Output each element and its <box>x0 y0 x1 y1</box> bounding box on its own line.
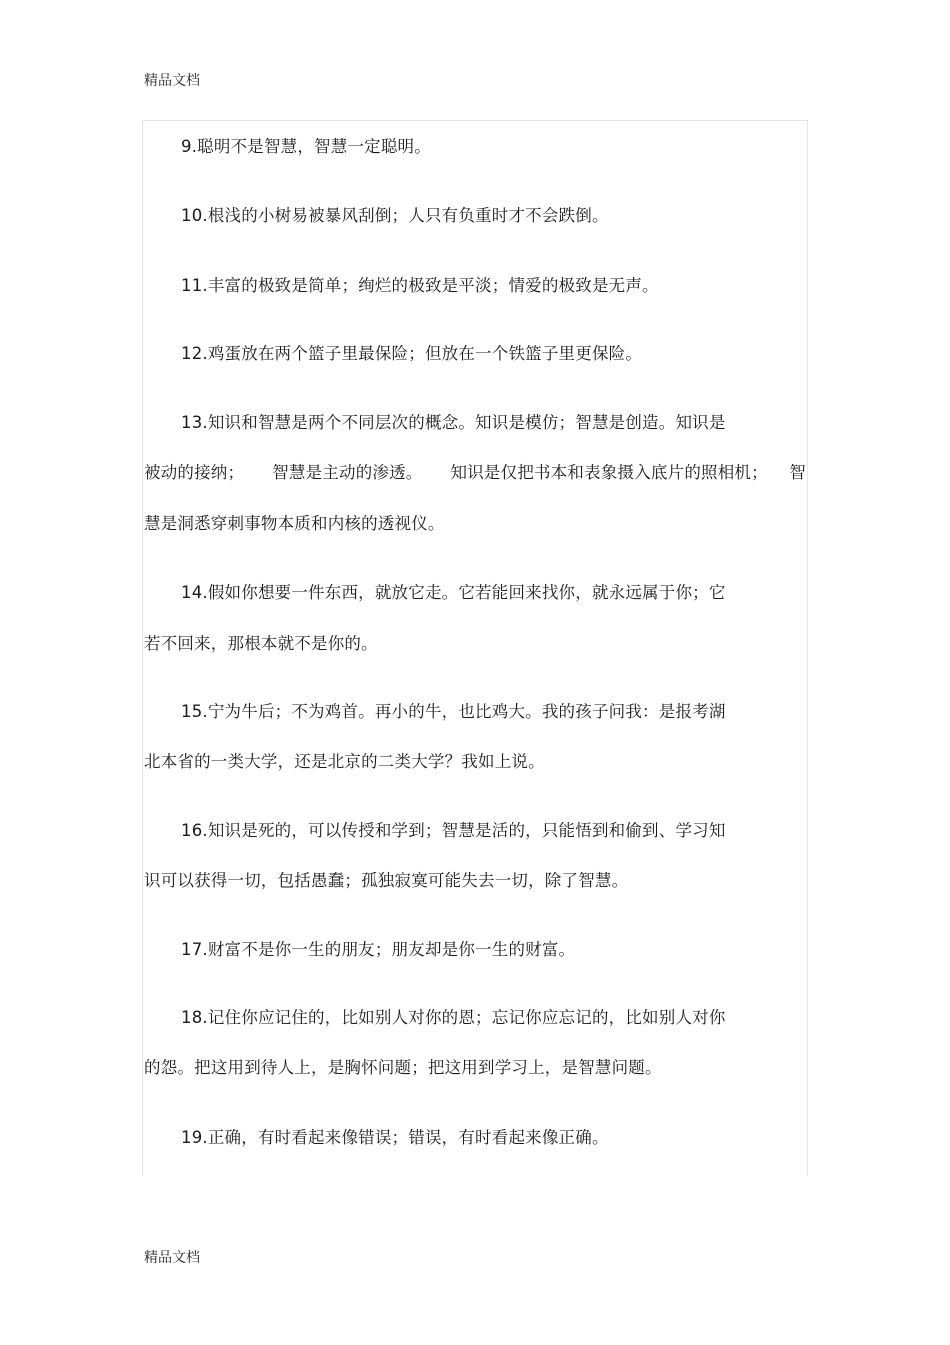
quote-17: 17.财富不是你一生的朋友；朋友却是你一生的财富。 <box>181 940 576 959</box>
quote-10: 10.根浅的小树易被暴风刮倒；人只有负重时才不会跌倒。 <box>181 206 609 225</box>
quote-12: 12.鸡蛋放在两个篮子里最保险；但放在一个铁篮子里更保险。 <box>181 344 643 363</box>
quote-13-part-1: 被动的接纳； <box>144 463 245 482</box>
quote-16-line-2: 识可以获得一切，包括愚蠢；孤独寂寞可能失去一切，除了智慧。 <box>144 871 629 890</box>
quote-13-line-3: 慧是洞悉穿刺事物本质和内核的透视仪。 <box>144 514 445 533</box>
quote-13-part-2: 智慧是主动的渗透。 <box>272 463 423 482</box>
quote-18-line-2: 的怨。把这用到待人上，是胸怀问题；把这用到学习上，是智慧问题。 <box>144 1058 662 1077</box>
quote-13-part-4: 智 <box>789 463 806 482</box>
quote-9: 9.聪明不是智慧，智慧一定聪明。 <box>181 137 431 156</box>
quote-13-line-2 <box>144 459 806 483</box>
quote-18-line-1: 18.记住你应记住的，比如别人对你的恩；忘记你应忘记的，比如别人对你 <box>181 1008 726 1027</box>
quote-16-line-1: 16.知识是死的，可以传授和学到；智慧是活的，只能悟到和偷到、学习知 <box>181 821 726 840</box>
quote-19: 19.正确，有时看起来像错误；错误，有时看起来像正确。 <box>181 1128 609 1147</box>
quote-11: 11.丰富的极致是简单；绚烂的极致是平淡；情爱的极致是无声。 <box>181 276 659 295</box>
quote-14-line-1: 14.假如你想要一件东西，就放它走。它若能回来找你，就永远属于你；它 <box>181 583 726 602</box>
page-header: 精品文档 <box>144 73 200 89</box>
quote-13-part-3: 知识是仅把书本和表象摄入底片的照相机； <box>450 463 768 482</box>
quote-15-line-2: 北本省的一类大学，还是北京的二类大学？我如上说。 <box>144 752 545 771</box>
quote-15-line-1: 15.宁为牛后；不为鸡首。再小的牛，也比鸡大。我的孩子问我：是报考湖 <box>181 702 726 721</box>
quote-14-line-2: 若不回来，那根本就不是你的。 <box>144 634 378 653</box>
quote-13-line-1: 13.知识和智慧是两个不同层次的概念。知识是模仿；智慧是创造。知识是 <box>181 413 726 432</box>
page-footer: 精品文档 <box>144 1250 200 1266</box>
